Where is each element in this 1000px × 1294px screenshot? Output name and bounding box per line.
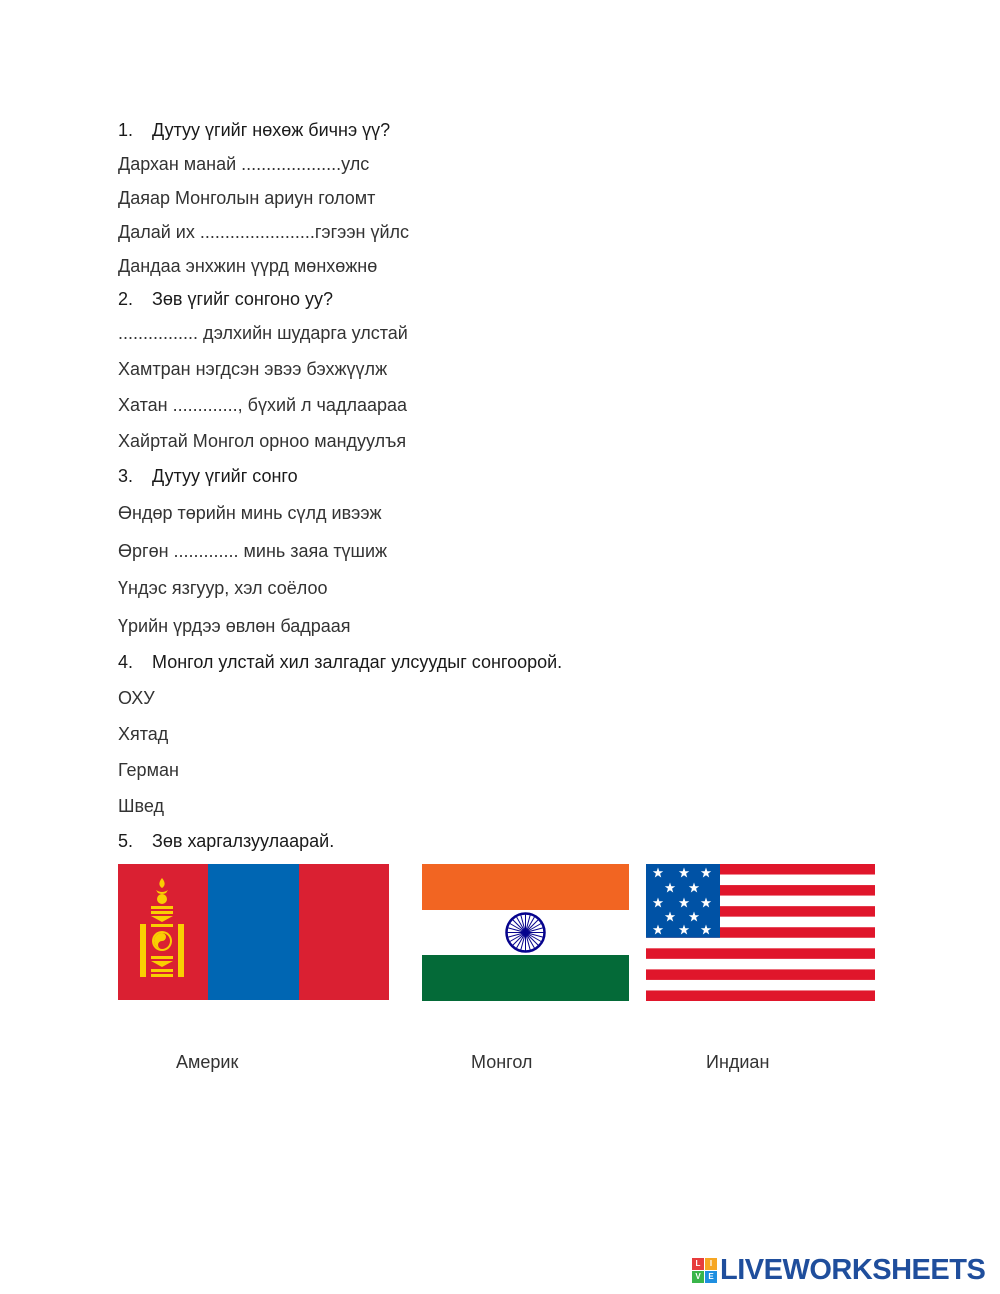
logo-cube: L — [692, 1258, 704, 1270]
question-text: Дутуу үгийг нөхөж бичнэ үү? — [152, 120, 391, 140]
answer-label-2[interactable]: Монгол — [471, 1052, 533, 1072]
question-text: Зөв харгалзуулаарай. — [152, 831, 335, 851]
q3-line-3: Үндэс язгуур, хэл соёлоо — [118, 578, 328, 598]
q4-option-3[interactable]: Герман — [118, 760, 179, 780]
question-number: 1. — [118, 120, 134, 140]
q2-line-2: Хамтран нэгдсэн эвээ бэхжүүлж — [118, 359, 388, 379]
mongolia-flag-icon[interactable] — [118, 864, 389, 1000]
logo-cubes-icon — [692, 1258, 717, 1283]
question-number: 3. — [118, 466, 134, 486]
question-number: 2. — [118, 289, 134, 309]
question-number: 4. — [118, 652, 134, 672]
logo-cube: E — [705, 1271, 717, 1283]
q1-line-2: Даяар Монголын ариун голомт — [118, 188, 376, 208]
q1-line-1[interactable]: Дархан манай ....................улс — [118, 154, 370, 174]
question-number: 5. — [118, 831, 134, 851]
question-5-heading — [118, 830, 334, 852]
question-3-heading — [118, 465, 298, 487]
question-1-heading — [118, 119, 390, 141]
question-text: Монгол улстай хил залгадаг улсуудыг сонгоорой. — [152, 652, 563, 672]
logo-cube: I — [705, 1258, 717, 1270]
logo-cube: V — [692, 1271, 704, 1283]
liveworksheets-logo — [692, 1254, 985, 1286]
q4-option-4[interactable]: Швед — [118, 796, 164, 816]
q4-option-2[interactable]: Хятад — [118, 724, 169, 744]
logo-text: LIVEWORKSHEETS — [720, 1253, 986, 1286]
q1-line-3[interactable]: Далай их .......................гэгээн үйлс — [118, 222, 410, 242]
q2-line-1[interactable]: ................ дэлхийн шударга улстай — [118, 323, 408, 343]
india-flag-icon[interactable] — [422, 864, 629, 1001]
q2-line-3[interactable]: Хатан ............., бүхий л чадлаараа — [118, 395, 408, 415]
q3-line-2[interactable]: Өргөн ............. минь заяа түшиж — [118, 541, 388, 561]
answer-label-1[interactable]: Америк — [176, 1052, 239, 1072]
usa-flag-icon[interactable] — [646, 864, 875, 1001]
q3-line-4: Үрийн үрдээ өвлөн бадраая — [118, 616, 351, 636]
q2-line-4: Хайртай Монгол орноо мандуулъя — [118, 431, 407, 451]
question-4-heading — [118, 651, 562, 673]
question-text: Зөв үгийг сонгоно уу? — [152, 289, 333, 309]
q1-line-4: Дандаа энхжин үүрд мөнхөжнө — [118, 256, 378, 276]
question-text: Дутуу үгийг сонго — [152, 466, 298, 486]
q3-line-1: Өндөр төрийн минь сүлд ивээж — [118, 503, 382, 523]
answer-label-3[interactable]: Индиан — [706, 1052, 770, 1072]
question-2-heading — [118, 288, 333, 310]
q4-option-1[interactable]: ОХУ — [118, 688, 155, 708]
